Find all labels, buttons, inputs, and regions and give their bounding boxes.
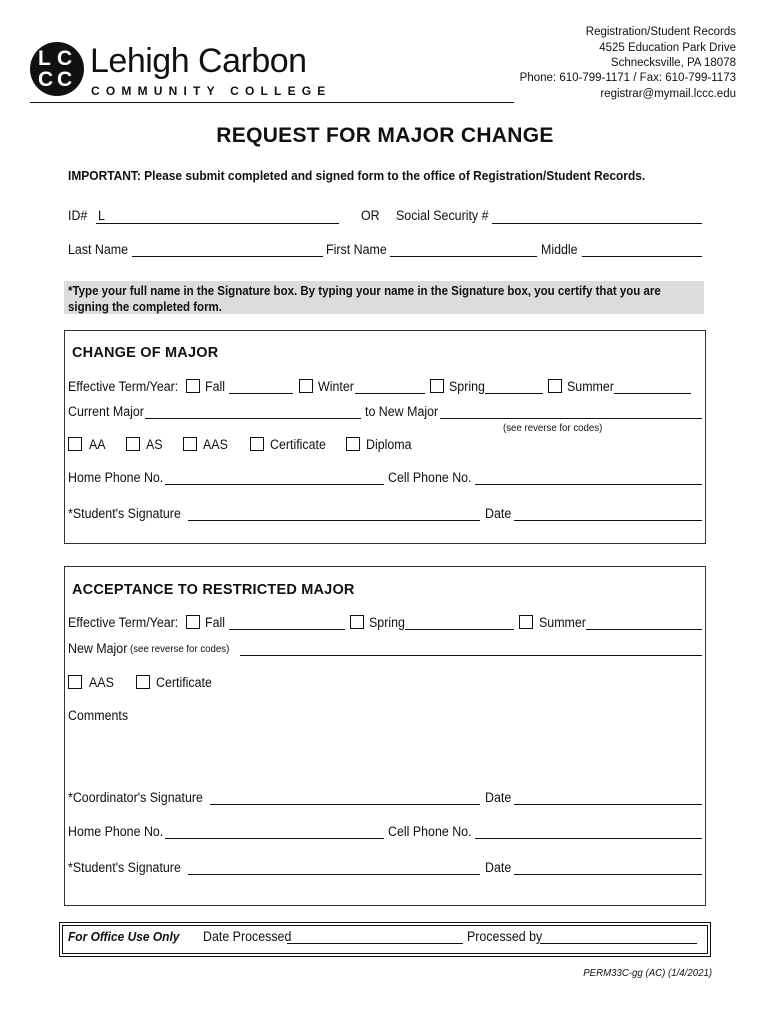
home-phone-field[interactable] [165,484,384,485]
coordinator-signature-field[interactable] [210,804,480,805]
restricted-fall-checkbox[interactable] [186,615,200,629]
coordinator-date-label: Date [485,790,512,805]
change-section-title: CHANGE OF MAJOR [72,345,219,361]
restricted-date-label: Date [485,860,512,875]
restricted-home-phone-field[interactable] [165,838,384,839]
spring-label: Spring [449,379,485,394]
restricted-aas-label: AAS [89,675,114,690]
aas-label: AAS [203,437,228,452]
id-value: L [98,208,105,223]
ssn-label: Social Security # [396,208,489,223]
effective-term-label: Effective Term/Year: [68,379,179,394]
date-processed-field[interactable] [287,943,463,944]
restricted-aas-checkbox[interactable] [68,675,82,689]
office-name: Registration/Student Records [585,26,736,38]
restricted-spring-field[interactable] [405,629,514,630]
cell-phone-field[interactable] [475,484,702,485]
restricted-new-major-field[interactable] [240,655,702,656]
date-field[interactable] [514,520,702,521]
certificate-checkbox[interactable] [250,437,264,451]
aa-checkbox[interactable] [68,437,82,451]
header-rule [30,102,514,103]
diploma-checkbox[interactable] [346,437,360,451]
last-name-label: Last Name [68,242,129,257]
see-reverse-note: (see reverse for codes) [503,422,603,434]
college-subtitle: COMMUNITY COLLEGE [91,84,332,98]
restricted-certificate-label: Certificate [156,675,212,690]
diploma-label: Diploma [366,437,412,452]
fall-checkbox[interactable] [186,379,200,393]
restricted-certificate-checkbox[interactable] [136,675,150,689]
spring-year-field[interactable] [485,393,543,394]
or-label: OR [361,208,380,223]
middle-field[interactable] [582,256,702,257]
signature-notice: *Type your full name in the Signature box. By typing your name in the Signature box, you certify that you are signing the completed form. [68,284,661,314]
current-major-label: Current Major [68,404,144,419]
restricted-summer-checkbox[interactable] [519,615,533,629]
signature-notice-box [64,281,704,314]
spring-checkbox[interactable] [430,379,444,393]
fall-year-field[interactable] [229,393,293,394]
cell-phone-label: Cell Phone No. [388,470,472,485]
restricted-cell-phone-label: Cell Phone No. [388,824,472,839]
logo-emblem [30,42,84,96]
processed-by-field[interactable] [540,943,697,944]
office-street: 4525 Education Park Drive [599,42,736,54]
restricted-fall-field[interactable] [229,629,345,630]
id-field[interactable] [96,223,339,224]
date-processed-label: Date Processed [203,929,292,944]
last-name-field[interactable] [132,256,323,257]
as-label: AS [146,437,163,452]
date-label: Date [485,506,512,521]
winter-label: Winter [318,379,354,394]
restricted-see-reverse-note: (see reverse for codes) [130,643,230,655]
coordinator-date-field[interactable] [514,804,702,805]
restricted-date-field[interactable] [514,874,702,875]
restricted-cell-phone-field[interactable] [475,838,702,839]
certificate-label: Certificate [270,437,326,452]
new-major-field[interactable] [440,418,702,419]
as-checkbox[interactable] [126,437,140,451]
restricted-section-title: ACCEPTANCE TO RESTRICTED MAJOR [72,582,355,598]
home-phone-label: Home Phone No. [68,470,164,485]
coordinator-signature-label: *Coordinator's Signature [68,790,203,805]
restricted-effective-label: Effective Term/Year: [68,615,179,630]
comments-area[interactable] [68,726,702,782]
summer-label: Summer [567,379,614,394]
processed-by-label: Processed by [467,929,543,944]
id-label: ID# [68,208,88,223]
restricted-fall-label: Fall [205,615,226,630]
student-signature-field[interactable] [188,520,480,521]
office-city: Schnecksville, PA 18078 [610,57,736,69]
logo-letter: L [38,47,51,70]
fall-label: Fall [205,379,226,394]
new-major-label: to New Major [365,404,439,419]
first-name-field[interactable] [390,256,537,257]
important-note: IMPORTANT: Please submit completed and signed form to the office of Registration/Student Records. [68,168,646,183]
form-title: REQUEST FOR MAJOR CHANGE [216,124,554,147]
office-use-label: For Office Use Only [68,929,180,944]
restricted-student-signature-label: *Student's Signature [68,860,181,875]
college-name: Lehigh Carbon [90,42,307,80]
logo-letter: C [38,68,54,91]
form-code: PERM33C-gg (AC) (1/4/2021) [583,967,712,979]
summer-year-field[interactable] [614,393,691,394]
office-phone-fax: Phone: 610-799-1171 / Fax: 610-799-1173 [519,72,736,84]
winter-year-field[interactable] [355,393,425,394]
logo-letter: C [57,47,73,70]
first-name-label: First Name [326,242,387,257]
restricted-spring-checkbox[interactable] [350,615,364,629]
aas-checkbox[interactable] [183,437,197,451]
student-signature-label: *Student's Signature [68,506,181,521]
restricted-spring-label: Spring [369,615,405,630]
winter-checkbox[interactable] [299,379,313,393]
summer-checkbox[interactable] [548,379,562,393]
restricted-student-signature-field[interactable] [188,874,480,875]
logo-letter: C [57,68,73,91]
restricted-new-major-label: New Major [68,641,128,656]
middle-label: Middle [541,242,578,257]
ssn-field[interactable] [492,223,702,224]
aa-label: AA [89,437,106,452]
restricted-summer-label: Summer [539,615,586,630]
restricted-home-phone-label: Home Phone No. [68,824,164,839]
current-major-field[interactable] [145,418,361,419]
restricted-summer-field[interactable] [586,629,702,630]
comments-label: Comments [68,708,129,723]
office-email: registrar@mymail.lccc.edu [600,88,736,100]
